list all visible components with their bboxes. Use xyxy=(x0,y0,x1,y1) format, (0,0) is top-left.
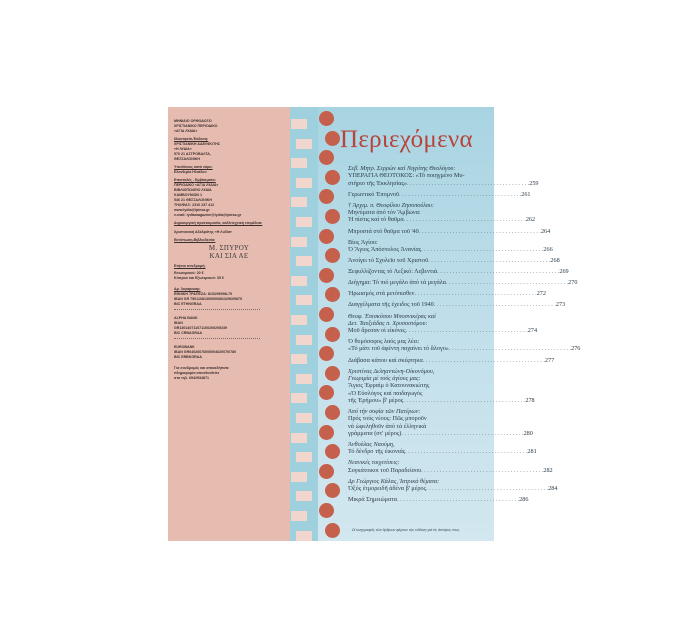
decorative-pane xyxy=(296,413,312,423)
entry-author: Χριστίνας Δεληαντώνη-Οἰκονόμου, xyxy=(348,367,435,375)
entry-title-line: Μηνύματα ἀπό τόν Ἄμβωνα: xyxy=(348,209,421,217)
accounts-heading: Αρ. λογαριασμ: xyxy=(174,287,201,291)
decorative-pane xyxy=(291,237,307,247)
entry-line xyxy=(348,496,529,504)
entry-title: Συγκάτοικοι τοῦ Παραδείσου xyxy=(348,466,422,474)
decorative-circle xyxy=(319,229,334,244)
dot-leader: . . . . . . . . . . . . . . . . . . . . . . . . . . . . . . . . . . . . . . . . xyxy=(407,179,530,187)
contents-entry[interactable] xyxy=(348,367,535,404)
entry-line xyxy=(348,485,558,493)
entry-line xyxy=(348,290,546,298)
decorative-pane xyxy=(296,178,312,188)
decorative-pane xyxy=(291,197,307,207)
decorative-pane xyxy=(296,491,312,501)
entry-title: στήριο τῆς Ἐκκλησίας» xyxy=(348,179,408,187)
authors-disclaimer: Οἱ συγγραφεῖς τῶν ἄρθρων φέρουν τήν εὐθύνη γιά τίς ἀπόψεις τους. xyxy=(351,528,461,532)
dot-leader: . . . . . . . . . . . . . . . . . . . . . . . . . . . . . . . . . . . . . . . . xyxy=(422,356,545,364)
decorative-pane xyxy=(291,393,307,403)
entry-line xyxy=(348,466,553,474)
subscription-line: Κύπρου και Εξωτερικού: 35 € xyxy=(174,276,224,280)
entry-title: Ξεφυλλίζοντας τό Λεξικό: Λεβεντιά xyxy=(348,268,438,276)
page-number: 286 xyxy=(519,496,529,504)
entry-title-line: «Ὁ Εὐσλόγος καί παιδαγωγός xyxy=(348,389,423,397)
page-number: 269 xyxy=(559,268,569,276)
bank-line: IBAN GR 75011081300000081329609875 xyxy=(174,297,242,301)
ownership-line: «Η ΛΥΔΙΑ» xyxy=(174,147,192,151)
entry-line xyxy=(348,227,551,235)
entry-line xyxy=(348,396,535,404)
entry-title: Μικρά Σημειώματα xyxy=(348,496,397,504)
decorative-circle xyxy=(325,327,340,342)
decorative-pane xyxy=(291,315,307,325)
page-number: 268 xyxy=(550,257,560,264)
printing-heading: Εκτύπωση-Βιβλιοδεσία: xyxy=(174,238,216,242)
entry-line xyxy=(348,356,555,364)
entry-author: Σεβ. Μητρ. Σερρών καί Νιγρίτης Θεολόγου: xyxy=(348,165,456,172)
decorative-pane xyxy=(291,511,307,521)
decorative-pane xyxy=(296,452,312,462)
entry-author: Θεοφ. Ἐπισκόπου Μποσνικέρας καί xyxy=(348,312,436,320)
page-number: 262 xyxy=(525,216,536,224)
entry-title: Μοῦ ἄρεσαν οἱ εἰκόνες xyxy=(348,327,406,335)
separator xyxy=(174,338,260,339)
decorative-pane xyxy=(296,531,312,541)
decorative-circle xyxy=(325,209,340,224)
entry-title-line: Βίος Ἁγίου: xyxy=(348,238,378,246)
contents-entry[interactable] xyxy=(348,279,578,287)
page-number: 266 xyxy=(543,245,553,253)
decorative-pane xyxy=(291,433,307,443)
entry-title: Ὀξύς ἐτμορειδῆ ἀδένα β' μέρος xyxy=(348,485,426,493)
entry-title-line: νά ὠφεληθοῦν ἀπό τά ἑλληνικά xyxy=(348,422,427,430)
dot-leader: . . . . . . . . . . . . . . . . . . . . . . . . . . . . . . . . . . . . . . . . xyxy=(421,245,544,253)
contents-entry[interactable] xyxy=(348,312,538,335)
contents-title: Περιεχόμενα xyxy=(340,126,473,153)
dot-leader: . . . . . . . . . . . . . . . . . . . . . . . . . . . . . . . . . . . . . . . . xyxy=(399,190,522,198)
decorative-pane xyxy=(291,472,307,482)
contents-entry[interactable] xyxy=(348,165,539,187)
decorative-circle xyxy=(319,425,334,440)
decorative-pane xyxy=(291,119,307,129)
entry-line xyxy=(348,268,569,276)
decorative-circle xyxy=(319,503,334,518)
contents-entry[interactable] xyxy=(348,238,553,254)
page-number: 276 xyxy=(571,345,581,353)
dot-leader: . . . . . . . . . . . . . . . . . . . . . . . . . . . . . . . . . . . . . . . . xyxy=(396,496,520,504)
ownership-line: ΘΕΣΣΑΛΟΝΙΚΗ xyxy=(174,157,200,161)
bank-line: ALPHA BANK xyxy=(174,316,198,320)
entry-line xyxy=(348,190,531,198)
entry-line xyxy=(348,216,536,224)
dot-leader: . . . . . . . . . . . . . . . . . . . . . . . . . . . . . . . . . . . . . . . . xyxy=(428,257,551,264)
correspondence-line: e-mail: lydiamagazine@lydia@lpiesa.gr xyxy=(174,213,242,217)
entry-title: «Τό μάτι τοῦ ἀφέντη παχαίνει τό ἄλογο» xyxy=(348,345,449,353)
contents-entry[interactable] xyxy=(348,459,553,474)
bank-line: BIC CRBAGRAA xyxy=(174,331,203,335)
contents-entry[interactable] xyxy=(348,301,566,309)
decorative-pane xyxy=(296,139,312,149)
entry-author: † Ἀρχιμ. π. Θεοφίλου Ζησοπούλου: xyxy=(348,201,434,209)
bank-line: IBAN GR0402607600000462007I0780 xyxy=(174,350,237,354)
dot-leader: . . . . . . . . . . . . . . . . . . . . . . . . . . . . . . . . . . . . . . . . xyxy=(418,227,541,235)
dot-leader: . . . . . . . . . . . . . . . . . . . . . . . . . . . . . . . . . . . . . . . . xyxy=(403,396,526,404)
entry-title: Διαγγέλματα τῆς ἐχειδος τοῦ 1940 xyxy=(348,301,434,309)
masthead-line: ΧΡΙΣΤΙΑΝΙΚΟ ΠΕΡΙΟΔΙΚΟ xyxy=(174,124,218,128)
masthead-line: «ΑΓΙΑ ΛΥΔΙΑ» xyxy=(174,129,198,133)
dot-leader: . . . . . . . . . . . . . . . . . . . . . . . . . . . . . . . . . . . . . . . . xyxy=(437,268,560,276)
correspondence-line: ΤΗΛ/ΦΑΞ: 2310 237 412 xyxy=(174,203,215,207)
contents-entry[interactable] xyxy=(348,290,546,298)
entry-title: Γερωντικό Ἐπομνοῦ xyxy=(348,190,400,198)
entry-author: Ἀνθούλας Ναούμη, xyxy=(348,441,395,448)
contents-entry[interactable] xyxy=(348,496,529,504)
entry-title: Διήγημα: Τό πιό μεγάλο ἀπό τά μεγάλα xyxy=(348,279,446,287)
dot-leader: . . . . . . . . . . . . . . . . . . . . . . . . . . . . . . . . . . . . . . . . xyxy=(433,301,556,309)
dot-leader: . . . . . . . . . . . . . . . . . . . . . . . . . . . . . . . . . . . . . . . . xyxy=(425,485,549,493)
entry-line xyxy=(348,245,553,253)
page-number: 277 xyxy=(544,356,555,364)
subscription-line: Εσωτερικού: 20 € xyxy=(174,271,204,275)
decorative-pane xyxy=(296,217,312,227)
entry-line xyxy=(348,345,581,353)
entry-author: Δρ Γεώργιος Κάλας, Ἰατρικά θέματα: xyxy=(348,477,440,485)
correspondence-line: www.lydia@lpiesa.gr xyxy=(174,208,210,212)
decorative-circle xyxy=(325,405,340,420)
decorative-circle xyxy=(319,111,334,126)
entry-title: Ἡρωισμός στά μετόπισθεν xyxy=(348,290,415,298)
dot-leader: . . . . . . . . . . . . . . . . . . . . . . . . . . . . . . . . . . . . . . . . xyxy=(414,290,537,298)
entry-title: Τό δένδρο τῆς ἐικονιάς xyxy=(348,448,406,456)
closing-line: στο τηλ. 6942934871 xyxy=(174,376,209,380)
decorative-pane xyxy=(296,335,312,345)
correspondence-line: ΠΕΡΙΟΔΙΚΟ «ΑΓΙΑ ΛΥΔΙΑ» xyxy=(174,183,219,187)
responsible-heading: Υπεύθυνος κατά νόμο: xyxy=(174,165,213,169)
entry-title: τῆς Ἐρήμου» β' μέρος xyxy=(348,396,404,404)
dot-leader: . . . . . . . . . . . . . . . . . . . . . . . . . . . . . . . . . . . . . . . . xyxy=(401,429,524,437)
ownership-line: 570 21 ΑΣΤΡΟΒΑΛΤΑ, xyxy=(174,152,211,156)
bank-line: BIC ERBKGRAA xyxy=(174,355,202,359)
decorative-circle xyxy=(325,131,340,146)
page-number: 282 xyxy=(543,466,553,474)
decorative-pane xyxy=(291,276,307,286)
decorative-circle xyxy=(319,307,334,322)
page-number: 284 xyxy=(548,485,558,493)
contents-entry[interactable] xyxy=(348,356,555,364)
entry-author: Γνωριμία μέ τούς ἁγίους μας: xyxy=(348,374,421,382)
decorative-pane xyxy=(296,295,312,305)
entry-author: Ἀπό τήν σοφία τῶν Πατέρων: xyxy=(348,408,421,415)
bank-line: EUROBANK xyxy=(174,345,195,349)
dot-leader: . . . . . . . . . . . . . . . . . . . . . . . . . . . . . . . . . . . . . . . . xyxy=(405,448,528,456)
entry-line xyxy=(348,179,539,187)
decorative-circle xyxy=(319,464,334,479)
correspondence-heading: Επιστολές - Εμβάσματα: xyxy=(174,178,216,182)
contents-entry[interactable] xyxy=(348,441,537,456)
entry-line xyxy=(348,257,560,264)
entry-title: Μπροστά στό θαῦμα τοῦ '40 xyxy=(348,227,419,235)
correspondence-line: ΒΙΒΛΙΟΠΩΛΕΙΟ ΛΥΔΙΑ xyxy=(174,188,212,192)
entry-title: Ἀνοίγει τό Σχολεῖο τοῦ Χριστοῦ xyxy=(348,257,429,264)
printer-name: ΚΑΙ ΣΙΑ ΑΕ xyxy=(209,252,249,260)
entry-author: Νεανικές τοιχετίσεις: xyxy=(348,459,400,467)
dot-leader: . . . . . . . . . . . . . . . . . . . . . . . . . . . . . . . . . . . . . . . . xyxy=(448,345,572,353)
responsible-name: Ελευθερία Ηλιάδου xyxy=(174,170,207,174)
ownership-heading: Ιδιοκτησία-Έκδοση: xyxy=(174,137,209,141)
closing-line: Για συνδρομές και οποιαδήποτε xyxy=(174,366,229,370)
subscription-heading: Ετήσια συνδρομή: xyxy=(174,264,206,268)
contents-entry[interactable] xyxy=(348,227,551,235)
page-number: 278 xyxy=(525,396,535,404)
entry-title: Διάβασα κάπου καί σκέφτηκα xyxy=(348,356,423,364)
entry-title: Ὁ Ἅγιος Ἀπόστολος Ἀνανίας xyxy=(348,245,422,253)
decorative-pane xyxy=(296,374,312,384)
page-number: 270 xyxy=(568,279,578,287)
contents-entry[interactable] xyxy=(348,477,558,493)
page-number: 281 xyxy=(527,448,537,456)
decorative-circle xyxy=(325,170,340,185)
decorative-pane xyxy=(291,158,307,168)
page-number: 273 xyxy=(555,301,566,309)
closing-line: πληροφορία απευθυνθείτε xyxy=(174,371,220,375)
entry-title-line: ΥΠΕΡΑΓΙΑ ΘΕΟΤΟΚΟΣ: «Τό ποιηγμένο Μυ- xyxy=(348,172,465,180)
contents-entry[interactable] xyxy=(348,268,569,276)
page-number: 274 xyxy=(527,327,538,335)
dot-leader: . . . . . . . . . . . . . . . . . . . . . . . . . . . . . . . . . . . . . . . . xyxy=(403,216,526,224)
magazine-page xyxy=(168,107,581,541)
entry-author: Δετ. Ταυξιάδας π. Χρυσοστόμου: xyxy=(348,319,428,327)
correspondence-line: 546 21 ΘΕΣΣΑΛΟΝΙΚΗ xyxy=(174,198,212,202)
dot-leader: . . . . . . . . . . . . . . . . . . . . . . . . . . . . . . . . . . . . . . . . xyxy=(445,279,569,287)
bank-line: ΕΘΝΙΚΗ ΤΡΑΠΕΖΑ: 813/296098-75 xyxy=(174,292,233,296)
entry-title-line: Πρός τούς νέους: Πῶς μποροῦν xyxy=(348,415,427,423)
typesetting-line: Χριστιανική Αδελφότης «Η Λυδία» xyxy=(174,230,233,234)
entry-title: γράμματα (στ' μέρος) xyxy=(348,429,402,437)
entry-title-line: Ὁ θυμόσοφος λαός μας λέει: xyxy=(348,338,420,346)
typesetting-heading: Δημιουργική προετοιμασία, καλλιτεχνική επιμέλεια: xyxy=(174,221,263,225)
dot-leader: . . . . . . . . . . . . . . . . . . . . . . . . . . . . . . . . . . . . . . . . xyxy=(421,466,544,474)
decorative-circle xyxy=(325,366,340,381)
decorative-circle xyxy=(319,268,334,283)
entry-line xyxy=(348,448,537,456)
decorative-pane xyxy=(291,354,307,364)
entry-line xyxy=(348,327,538,335)
contents-entry[interactable] xyxy=(348,190,531,198)
bank-line: IBAN xyxy=(174,321,183,325)
entry-title: Ἡ πίστις καί τό θαῦμα xyxy=(348,216,404,224)
contents-entry[interactable] xyxy=(348,201,536,224)
masthead-line: ΜΗΝΙΑΙΟ ΟΡΘΟΔΟΞΟ xyxy=(174,119,212,123)
ownership-line: ΧΡΙΣΤΙΑΝΙΚΗ ΑΔΕΛΦΟΤΗΣ xyxy=(174,142,221,146)
separator xyxy=(174,309,260,310)
printer-name: Μ. ΣΠΥΡΟΥ xyxy=(208,244,250,252)
dot-leader: . . . . . . . . . . . . . . . . . . . . . . . . . . . . . . . . . . . . . . . . xyxy=(405,327,528,335)
contents-entry[interactable] xyxy=(348,408,533,437)
bank-line: BIC ETHNGRAA xyxy=(174,302,202,306)
decorative-pane xyxy=(296,256,312,266)
contents-entry[interactable] xyxy=(348,338,581,353)
entry-line xyxy=(348,279,578,287)
contents-entry[interactable] xyxy=(348,257,560,264)
entry-line xyxy=(348,429,533,437)
correspondence-line: ΚΑΜΒΟΥΝΙΩΝ 1 xyxy=(174,193,202,197)
page-number: 280 xyxy=(523,429,533,437)
page-number: 264 xyxy=(540,227,551,235)
page-number: 259 xyxy=(529,179,539,187)
page-number: 272 xyxy=(536,290,546,298)
bank-line: GR130140711071100200209239 xyxy=(174,326,227,330)
entry-line xyxy=(348,301,566,309)
page-number: 261 xyxy=(521,190,531,198)
entry-title-line: Ἅγιος Ἐφραίμ ὁ Κατουνακιώτης xyxy=(348,382,430,390)
